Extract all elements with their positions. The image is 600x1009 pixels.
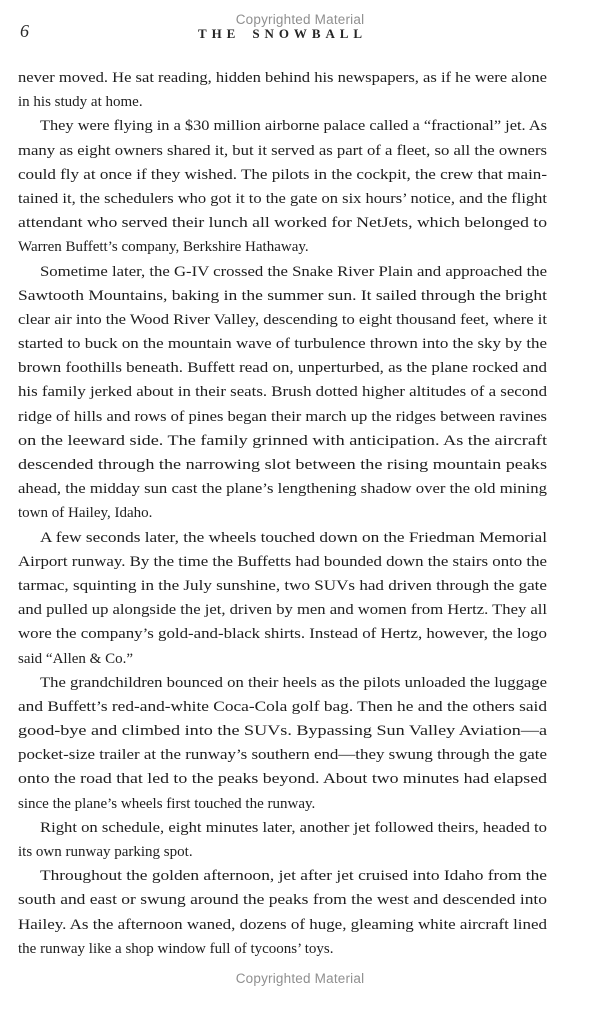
text-line: tarmac, squinting in the July sunshine, two SUVs had driven through the gate: [18, 577, 547, 594]
text-line: A few seconds later, the wheels touched down on the Friedman Memorial: [40, 529, 547, 546]
text-line: many as eight owners shared it, but it served as part of a fleet, so all the owners: [18, 142, 547, 159]
page-body: [18, 66, 547, 961]
text-line: pocket-size trailer at the runway’s southern end—they swung through the gate: [18, 747, 547, 764]
text-line: south and east or swung around the peaks from the west and descended into: [18, 892, 547, 909]
text-line: said “Allen & Co.”: [18, 650, 133, 667]
text-line: in his study at home.: [18, 94, 143, 111]
text-line: Right on schedule, eight minutes later, another jet followed theirs, headed to: [40, 819, 547, 836]
text-line: Airport runway. By the time the Buffetts had bounded down the stairs onto the: [18, 553, 547, 570]
text-line: good-bye and climbed into the SUVs. Bypassing Sun Valley Aviation—a: [18, 723, 547, 740]
text-line: Throughout the golden afternoon, jet after jet cruised into Idaho from the: [40, 868, 547, 885]
running-header: THE SNOWBALL: [197, 26, 367, 41]
text-line: never moved. He sat reading, hidden behind his newspapers, as if he were alone: [18, 70, 547, 86]
text-line: The grandchildren bounced on their heels as the pilots unloaded the luggage: [40, 674, 547, 691]
text-line: and Buffett’s red-and-white Coca-Cola golf bag. Then he and the others said: [18, 698, 547, 715]
text-line: his family jerked about in their seats. Brush dotted higher altitudes of a second: [18, 384, 547, 401]
text-line: descended through the narrowing slot between the rising mountain peaks: [18, 457, 547, 473]
copyright-notice-top: Copyrighted Material: [235, 12, 365, 27]
text-line: Hailey. As the afternoon waned, dozens of huge, gleaming white aircraft lined: [18, 916, 547, 933]
page-number: 6: [20, 21, 29, 41]
text-line: clear air into the Wood River Valley, descending to eight thousand feet, where it: [18, 311, 547, 328]
text-line: could fly at once if they wished. The pilots in the cockpit, the crew that main-: [18, 166, 547, 183]
text-line: Sometime later, the G-IV crossed the Snake River Plain and approached the: [40, 263, 547, 280]
text-line: on the leeward side. The family grinned with anticipation. As the aircraft: [18, 432, 547, 449]
text-line: brown foothills beneath. Buffett read on, unperturbed, as the plane rocked and: [18, 360, 547, 377]
text-line: Sawtooth Mountains, baking in the summer sun. It sailed through the bright: [18, 287, 547, 304]
text-line: tained it, the schedulers who got it to the gate on six hours’ notice, and the flight: [18, 190, 547, 207]
text-line: onto the road that led to the peaks beyond. About two minutes had elapsed: [18, 771, 547, 788]
text-line: since the plane’s wheels first touched the runway.: [18, 795, 316, 812]
text-line: its own runway parking spot.: [18, 844, 193, 860]
copyright-notice-bottom: Copyrighted Material: [235, 971, 365, 986]
text-line: started to buck on the mountain wave of turbulence thrown into the sky by the: [18, 336, 547, 353]
text-line: They were flying in a $30 million airborne palace called a “fractional” jet. As: [40, 118, 547, 135]
text-line: Warren Buffett’s company, Berkshire Hathaway.: [18, 239, 309, 256]
text-line: the runway like a shop window full of tycoons’ toys.: [18, 940, 334, 957]
text-line: attendant who served their lunch all worked for NetJets, which belonged to: [18, 215, 547, 232]
text-line: wore the company’s gold-and-black shirts. Instead of Hertz, however, the logo: [18, 626, 547, 643]
text-line: ahead, the midday sun cast the plane’s lengthening shadow over the old mining: [18, 481, 547, 498]
text-line: town of Hailey, Idaho.: [18, 505, 153, 522]
text-line: and pulled up alongside the jet, driven by men and women from Hertz. They all: [18, 602, 547, 619]
text-line: ridge of hills and rows of pines began their march up the ridges between ravines: [18, 408, 547, 425]
